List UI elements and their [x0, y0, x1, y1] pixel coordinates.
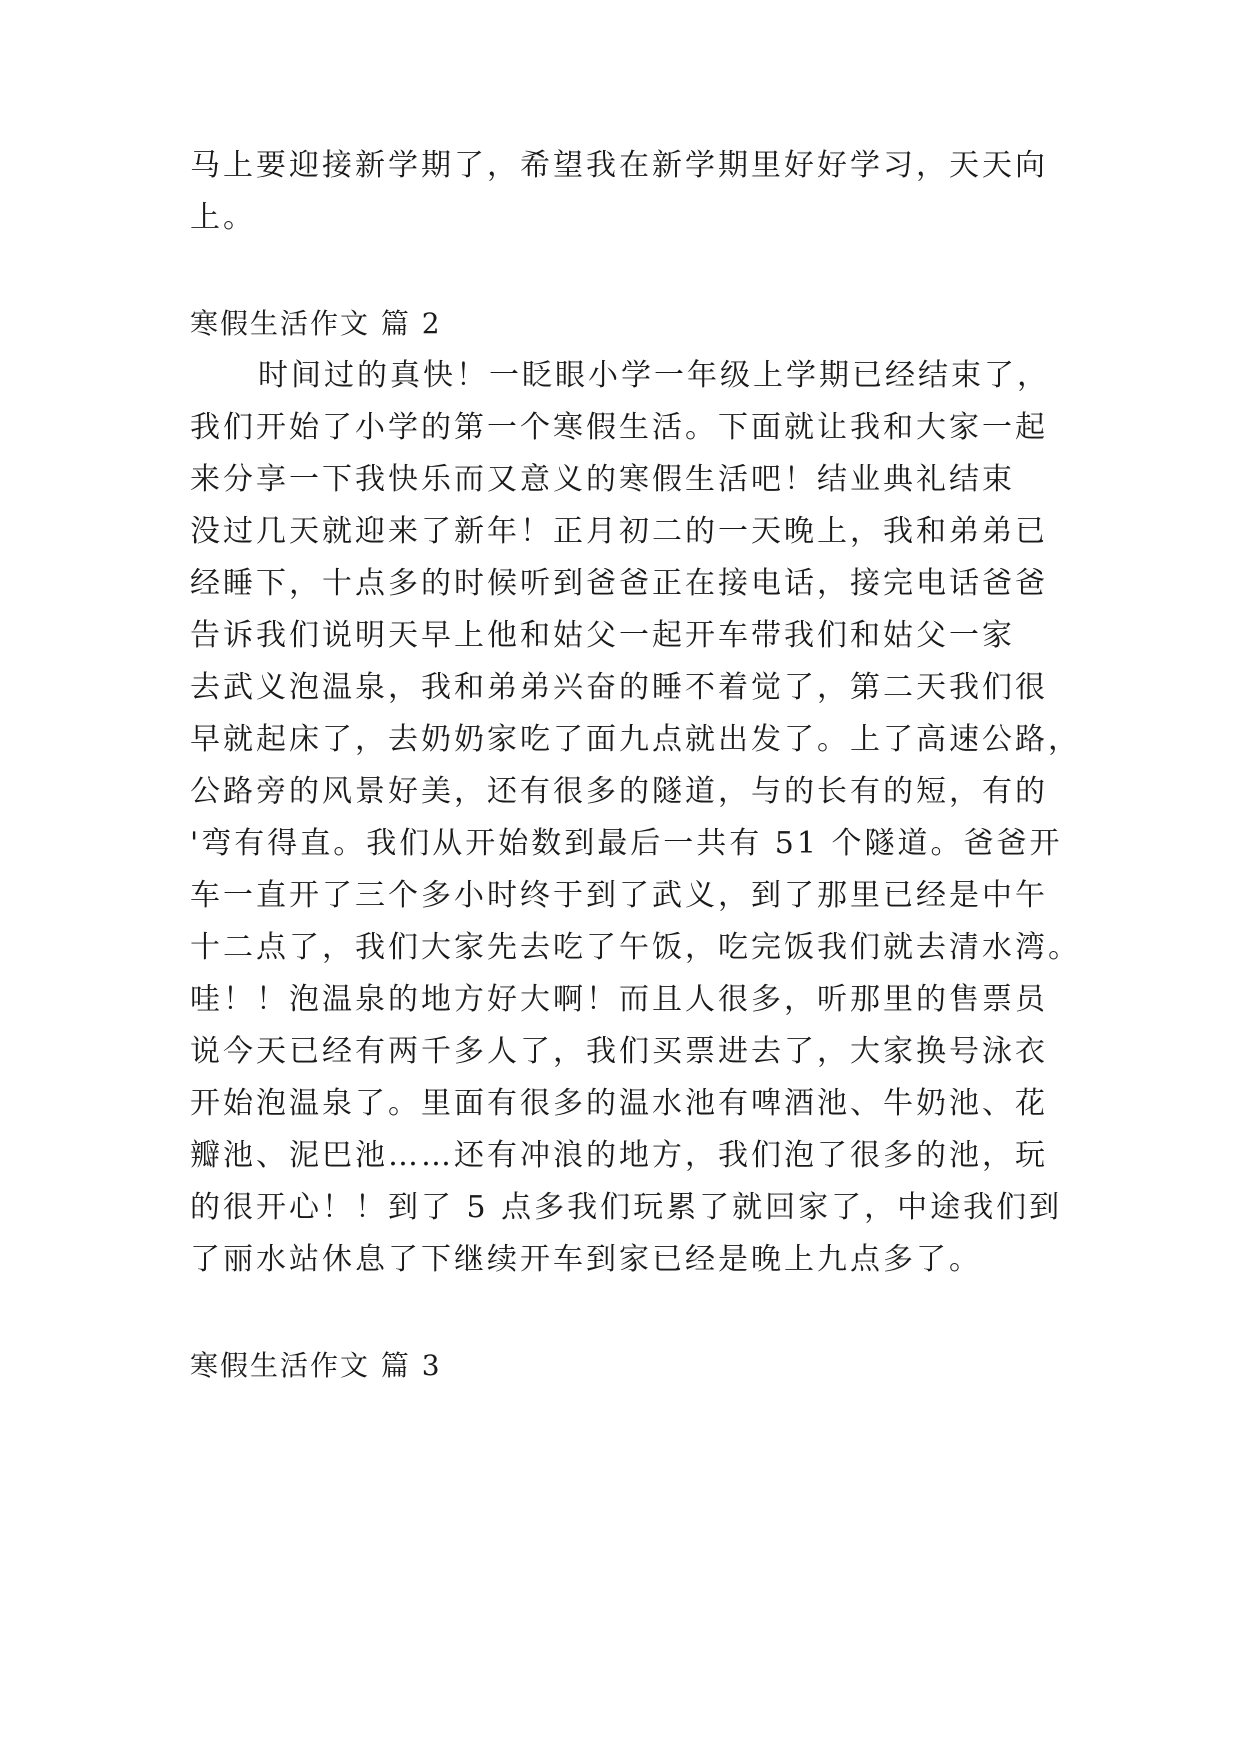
section-2-line-18: 了丽水站休息了下继续开车到家已经是晚上九点多了。: [190, 1242, 982, 1277]
section-2-line-8: 早就起床了，去奶奶家吃了面九点就出发了。上了高速公路，: [190, 722, 1081, 757]
section-2-line-6: 告诉我们说明天早上他和姑父一起开车带我们和姑父一家: [190, 618, 1015, 653]
section-2-line-2: 我们开始了小学的第一个寒假生活。下面就让我和大家一起: [190, 410, 1048, 445]
section-2-line-11: 车一直开了三个多小时终于到了武义，到了那里已经是中午: [190, 878, 1048, 913]
section-2-line-17: 的很开心！！到了 5 点多我们玩累了就回家了，中途我们到: [190, 1190, 1063, 1225]
section-2-line-4: 没过几天就迎来了新年！正月初二的一天晚上，我和弟弟已: [190, 514, 1048, 549]
section-2-line-15: 开始泡温泉了。里面有很多的温水池有啤酒池、牛奶池、花: [190, 1086, 1048, 1121]
section-2-line-3: 来分享一下我快乐而又意义的寒假生活吧！结业典礼结束: [190, 462, 1015, 497]
section-2-line-14: 说今天已经有两千多人了，我们买票进去了，大家换号泳衣: [190, 1034, 1048, 1069]
section-2-line-10: '弯有得直。我们从开始数到最后一共有 51 个隧道。爸爸开: [190, 826, 1063, 861]
section-2-line-5: 经睡下，十点多的时候听到爸爸正在接电话，接完电话爸爸: [190, 566, 1048, 601]
section-3-heading: 寒假生活作文 篇 3: [190, 1349, 442, 1382]
section-2-line-13: 哇！！泡温泉的地方好大啊！而且人很多，听那里的售票员: [190, 982, 1048, 1017]
section-2-line-1: 时间过的真快！一眨眼小学一年级上学期已经结束了，: [258, 358, 1050, 393]
intro-line-2: 上。: [190, 200, 256, 235]
intro-line-1: 马上要迎接新学期了，希望我在新学期里好好学习，天天向: [190, 148, 1048, 183]
section-2-heading: 寒假生活作文 篇 2: [190, 307, 442, 340]
section-2-line-16: 瓣池、泥巴池……还有冲浪的地方，我们泡了很多的池，玩: [190, 1138, 1048, 1173]
section-2-line-9: 公路旁的风景好美，还有很多的隧道，与的长有的短，有的: [190, 774, 1048, 809]
section-2-line-7: 去武义泡温泉，我和弟弟兴奋的睡不着觉了，第二天我们很: [190, 670, 1048, 705]
section-2-line-12: 十二点了，我们大家先去吃了午饭，吃完饭我们就去清水湾。: [190, 930, 1081, 965]
